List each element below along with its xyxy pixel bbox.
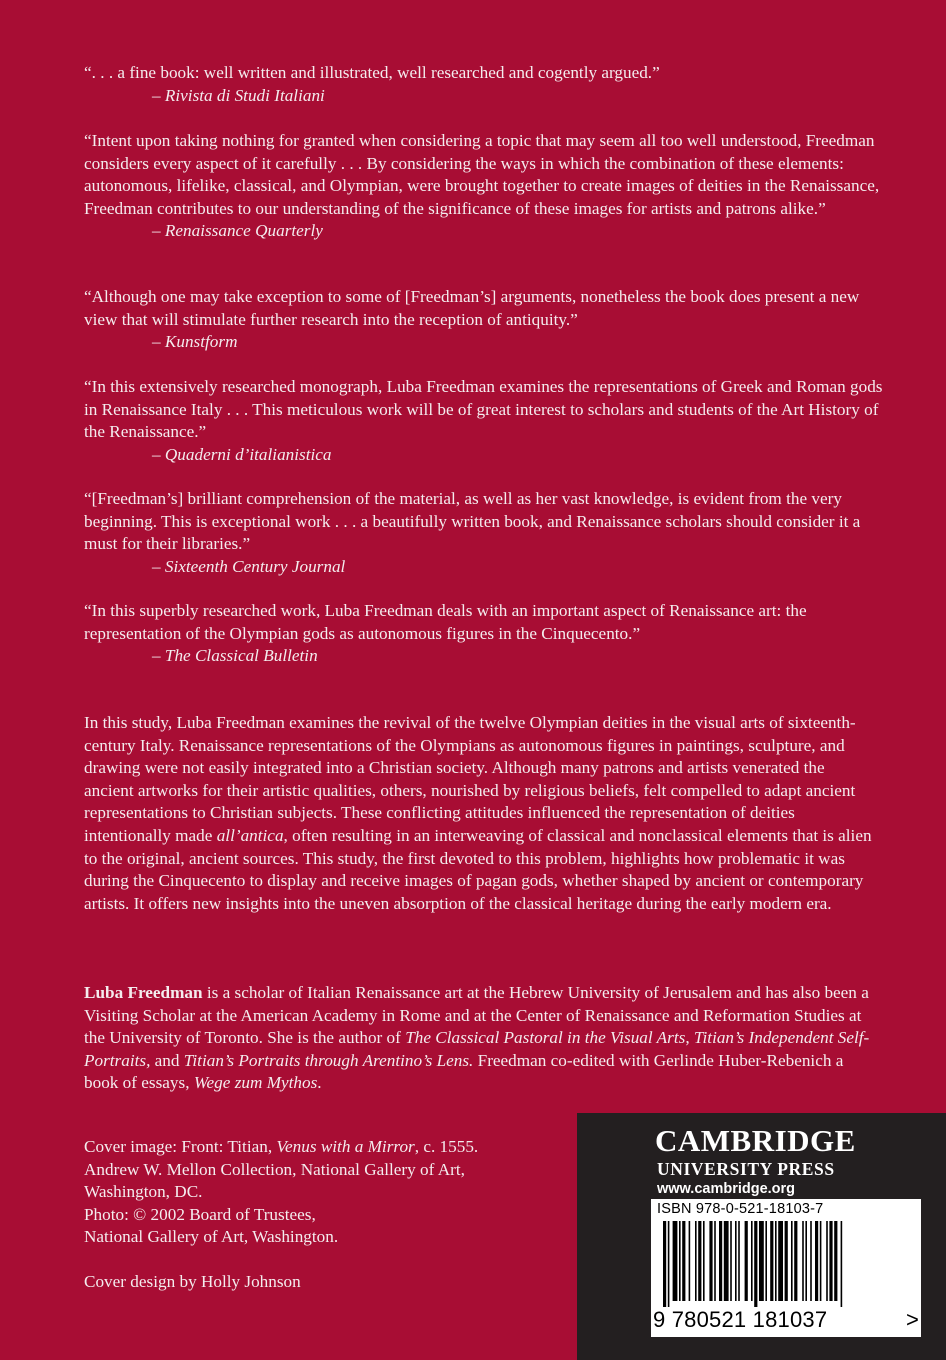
- cover-credits: [84, 1136, 564, 1249]
- cover-design-credit: Cover design by Holly Johnson: [84, 1272, 301, 1291]
- barcode-bar: [730, 1221, 732, 1301]
- review-quote: [84, 286, 884, 354]
- barcode-bar: [775, 1221, 777, 1301]
- review-quote: [84, 130, 884, 243]
- barcode-bar: [714, 1221, 716, 1301]
- barcode-bar: [745, 1221, 748, 1301]
- barcode-bar: [689, 1221, 691, 1301]
- barcode-bar: [815, 1221, 818, 1301]
- review-quote: [84, 62, 884, 107]
- barcode-bar: [698, 1221, 701, 1301]
- barcode-bar: [820, 1221, 822, 1301]
- barcode-bar: [673, 1221, 678, 1301]
- credit-line: National Gallery of Art, Washington.: [84, 1227, 339, 1247]
- barcode-bar: [810, 1221, 812, 1301]
- isbn-label: ISBN 978-0-521-18103-7: [657, 1201, 824, 1217]
- barcode-bar: [663, 1221, 666, 1307]
- barcode-bar: [709, 1221, 712, 1301]
- credit-line: Photo: © 2002 Board of Trustees,: [84, 1204, 316, 1224]
- description-text: In this study, Luba Freedman examines the revival of the twelve Olympian deities in the visual arts of sixteenth-century Italy. Renaissance representations of the Olympians as autonomous figures in paintings, sculpture, and drawing were not easily integrated into a Christian society. Although many patrons and artists venerated the ancient artworks for their artistic qualities, others, nourished by religious beliefs, felt compelled to adapt ancient representations to Christian subjects. These conflicting attitudes influenced the representation of deities intentionally made: [84, 713, 856, 845]
- quote-text: “. . . a fine book: well written and illustrated, well researched and cogently argued.”: [84, 63, 660, 82]
- barcode-bar: [668, 1221, 670, 1307]
- barcode-bar: [770, 1221, 773, 1301]
- barcode-bar: [791, 1221, 793, 1301]
- barcode-bar: [759, 1221, 764, 1301]
- barcode-bar: [703, 1221, 705, 1301]
- publisher-url: www.cambridge.org: [657, 1181, 796, 1197]
- review-quote: [84, 600, 884, 668]
- quote-source: – Rivista di Studi Italiani: [152, 85, 325, 105]
- quote-source: – Kunstform: [152, 332, 238, 352]
- book-title: The Classical Pastoral in the Visual Arts: [405, 1028, 686, 1048]
- barcode-bar: [829, 1221, 832, 1301]
- quote-text: “Although one may take exception to some of [Freedman’s] arguments, nonetheless the book does present a new view that will stimulate further research into the reception of antiquity.”: [84, 287, 860, 329]
- quote-source: – Quaderni d’italianistica: [152, 444, 332, 464]
- quote-text: “[Freedman’s] brilliant comprehension of the material, as well as her vast knowledge, is evident from the very beginning. This is exceptional work . . . a beautifully written book, and Renaissance scholars should consider it a must for their libraries.”: [84, 489, 861, 554]
- barcode-bar: [738, 1221, 740, 1301]
- barcode-bar: [719, 1221, 722, 1301]
- review-quote: [84, 376, 884, 466]
- barcode-digits: 9 780521 181037: [653, 1307, 828, 1332]
- barcode-bar: [802, 1221, 804, 1301]
- barcode-bar: [785, 1221, 788, 1301]
- barcode-bar: [754, 1221, 757, 1307]
- book-title: Titian’s Portraits through Arentino’s Lens.: [183, 1050, 474, 1070]
- credit-text: Cover image: Front: Titian,: [84, 1137, 277, 1156]
- barcode-bars: [663, 1221, 909, 1307]
- author-bio: [84, 982, 874, 1095]
- quote-text: “In this superbly researched work, Luba Freedman deals with an important aspect of Renaissance art: the representation of the Olympian gods as autonomous figures in the Cinquecento.”: [84, 601, 807, 643]
- book-title: Titian’s Independent Self-Portraits,: [84, 1028, 870, 1070]
- barcode-bar: [724, 1221, 729, 1301]
- book-title: Wege zum Mythos: [193, 1073, 318, 1093]
- barcode-bar: [826, 1221, 828, 1301]
- description-text: , often resulting in an interweaving of classical and nonclassical elements that is alien to the original, ancient sources. This study, the first devoted to this problem, highlights how problematic it was during the Cinquecento to display and receive images of pagan gods, whether shaped by ancient or contemporary artists. It offers new insights into the uneven absorption of the classical heritage during the early modern era.: [84, 825, 872, 913]
- isbn-barcode: [651, 1199, 921, 1337]
- barcode-bar: [679, 1221, 681, 1301]
- book-description: [84, 712, 874, 915]
- quote-text: “In this extensively researched monograph, Luba Freedman examines the representations of Greek and Roman gods in Renaissance Italy . . . This meticulous work will be of great interest to scholars and students of the Art History of the Renaissance.”: [84, 377, 883, 442]
- barcode-bar: [794, 1221, 797, 1301]
- quote-source: – Renaissance Quarterly: [152, 221, 323, 241]
- bio-text: .: [317, 1073, 322, 1093]
- quote-source: – The Classical Bulletin: [152, 646, 318, 666]
- quote-source: – Sixteenth Century Journal: [152, 556, 346, 576]
- credit-text: , c. 1555.: [414, 1137, 479, 1156]
- publisher-logo-text: CAMBRIDGE: [655, 1123, 856, 1158]
- barcode-bar: [682, 1221, 685, 1301]
- bio-text: and: [150, 1050, 184, 1070]
- quote-text: “Intent upon taking nothing for granted when considering a topic that may seem all too well understood, Freedman considers every aspect of it carefully . . . By considering the ways in which the combination of these elements: autonomous, lifelike, classical, and Olympian, were brought together to create images of deities in the Renaissance, Freedman contributes to our understanding of the significance of these images for artists and patrons alike.”: [84, 131, 880, 218]
- bio-text: Freedman co-edited with Gerlinde Huber-Rebenich a book of essays,: [84, 1050, 844, 1093]
- barcode-number: [653, 1307, 919, 1333]
- barcode-bar: [841, 1221, 843, 1307]
- barcode-bar: [735, 1221, 737, 1301]
- barcode-bar: [834, 1221, 837, 1301]
- barcode-bar: [695, 1221, 697, 1301]
- barcode-bar: [765, 1221, 767, 1301]
- barcode-bar: [751, 1221, 753, 1301]
- review-quote: [84, 488, 884, 578]
- author-name: Luba Freedman: [84, 983, 203, 1002]
- barcode-bar: [778, 1221, 783, 1301]
- credit-line: Andrew W. Mellon Collection, National Gallery of Art,: [84, 1159, 465, 1179]
- publisher-subtitle: UNIVERSITY PRESS: [657, 1159, 835, 1179]
- credit-line: Washington, DC.: [84, 1182, 203, 1202]
- bio-text: ,: [685, 1028, 694, 1048]
- bio-text: is a scholar of Italian Renaissance art at the Hebrew University of Jerusalem and has also been a Visiting Scholar at the American Academy in Rome and at the Center of Renaissance and Reformation Studies at the University of Toronto. She is the author of: [84, 983, 869, 1048]
- painting-title: Venus with a Mirror: [276, 1137, 415, 1156]
- barcode-end-mark: >: [905, 1307, 919, 1332]
- barcode-bar: [805, 1221, 807, 1301]
- description-italic: all’antica: [216, 825, 284, 845]
